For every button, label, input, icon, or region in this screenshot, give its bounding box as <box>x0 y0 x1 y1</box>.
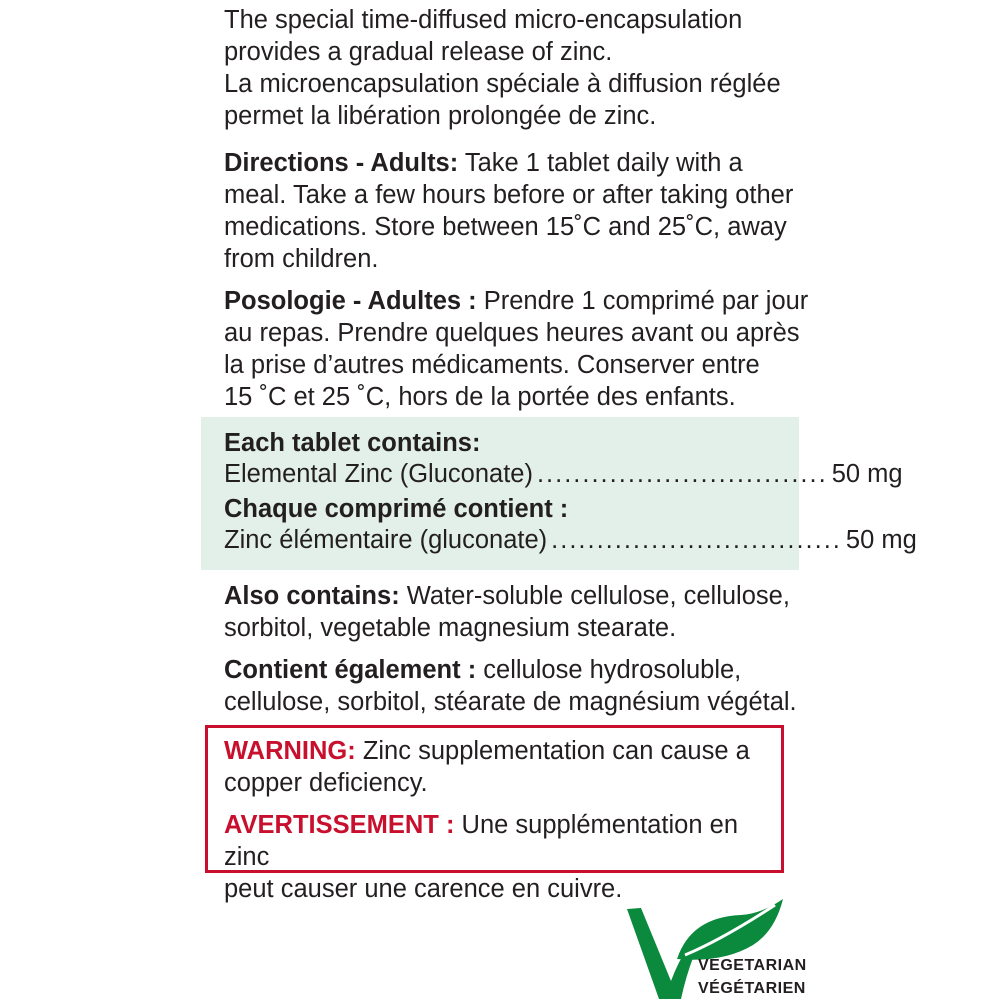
contents-heading-en: Each tablet contains: <box>224 429 481 457</box>
vegetarian-label-fr: VÉGÉTARIEN <box>698 980 806 997</box>
intro-section <box>224 4 781 132</box>
also-fr-line2: cellulose, sorbitol, stéarate de magnésium végétal. <box>224 688 797 716</box>
ingredient-amount-en: 50 mg <box>831 460 903 488</box>
ingredient-amount-fr: 50 mg <box>845 526 917 554</box>
warning-line1-en: Zinc supplementation can cause a <box>355 737 750 765</box>
directions-en <box>224 147 793 275</box>
warning-line1-fr: Une supplémentation en zinc <box>224 811 738 871</box>
also-contains-section <box>224 580 797 718</box>
directions-fr-line4: 15 ˚C et 25 ˚C, hors de la portée des enfants. <box>224 383 736 411</box>
ingredient-row-en <box>224 459 903 490</box>
contents-heading-fr: Chaque comprimé contient : <box>224 495 569 523</box>
directions-en-label: Directions - Adults: <box>224 149 459 177</box>
intro-en-line2: provides a gradual release of zinc. <box>224 38 613 66</box>
leader-dots: ................................ <box>536 460 828 488</box>
directions-fr-label: Posologie - Adultes : <box>224 287 477 315</box>
directions-en-line2: meal. Take a few hours before or after taking other <box>224 181 794 209</box>
also-en-line2: sorbitol, vegetable magnesium stearate. <box>224 614 677 642</box>
intro-en-line1: The special time-diffused micro-encapsulation <box>224 6 743 34</box>
also-fr-line1: cellulose hydrosoluble, <box>476 656 742 684</box>
directions-fr-line2: au repas. Prendre quelques heures avant ou après <box>224 319 800 347</box>
directions-fr-line1: Prendre 1 comprimé par jour <box>476 287 809 315</box>
ingredient-row-fr <box>224 525 917 556</box>
warning-line2-fr: peut causer une carence en cuivre. <box>224 875 623 903</box>
directions-en-line1: Take 1 tablet daily with a <box>458 149 743 177</box>
warning-box <box>205 725 784 903</box>
warning-label-fr: AVERTISSEMENT : <box>224 811 455 839</box>
directions-en-line3: medications. Store between 15˚C and 25˚C, away <box>224 213 787 241</box>
warning-line2-en: copper deficiency. <box>224 769 428 797</box>
also-en-label: Also contains: <box>224 582 400 610</box>
vegetarian-label-en: VEGETARIAN <box>698 957 807 974</box>
ingredient-name-en: Elemental Zinc (Gluconate) <box>224 460 533 488</box>
contents-box <box>201 417 917 570</box>
also-fr-label: Contient également : <box>224 656 477 684</box>
also-en-line1: Water-soluble cellulose, cellulose, <box>399 582 790 610</box>
directions-fr-line3: la prise d’autres médicaments. Conserver entre <box>224 351 760 379</box>
intro-fr-line2: permet la libération prolongée de zinc. <box>224 102 657 130</box>
directions-fr <box>224 285 808 413</box>
leader-dots: ................................ <box>551 526 842 554</box>
ingredient-name-fr: Zinc élémentaire (gluconate) <box>224 526 548 554</box>
intro-fr-line1: La microencapsulation spéciale à diffusion réglée <box>224 70 781 98</box>
directions-en-line4: from children. <box>224 245 379 273</box>
warning-label-en: WARNING: <box>224 737 356 765</box>
